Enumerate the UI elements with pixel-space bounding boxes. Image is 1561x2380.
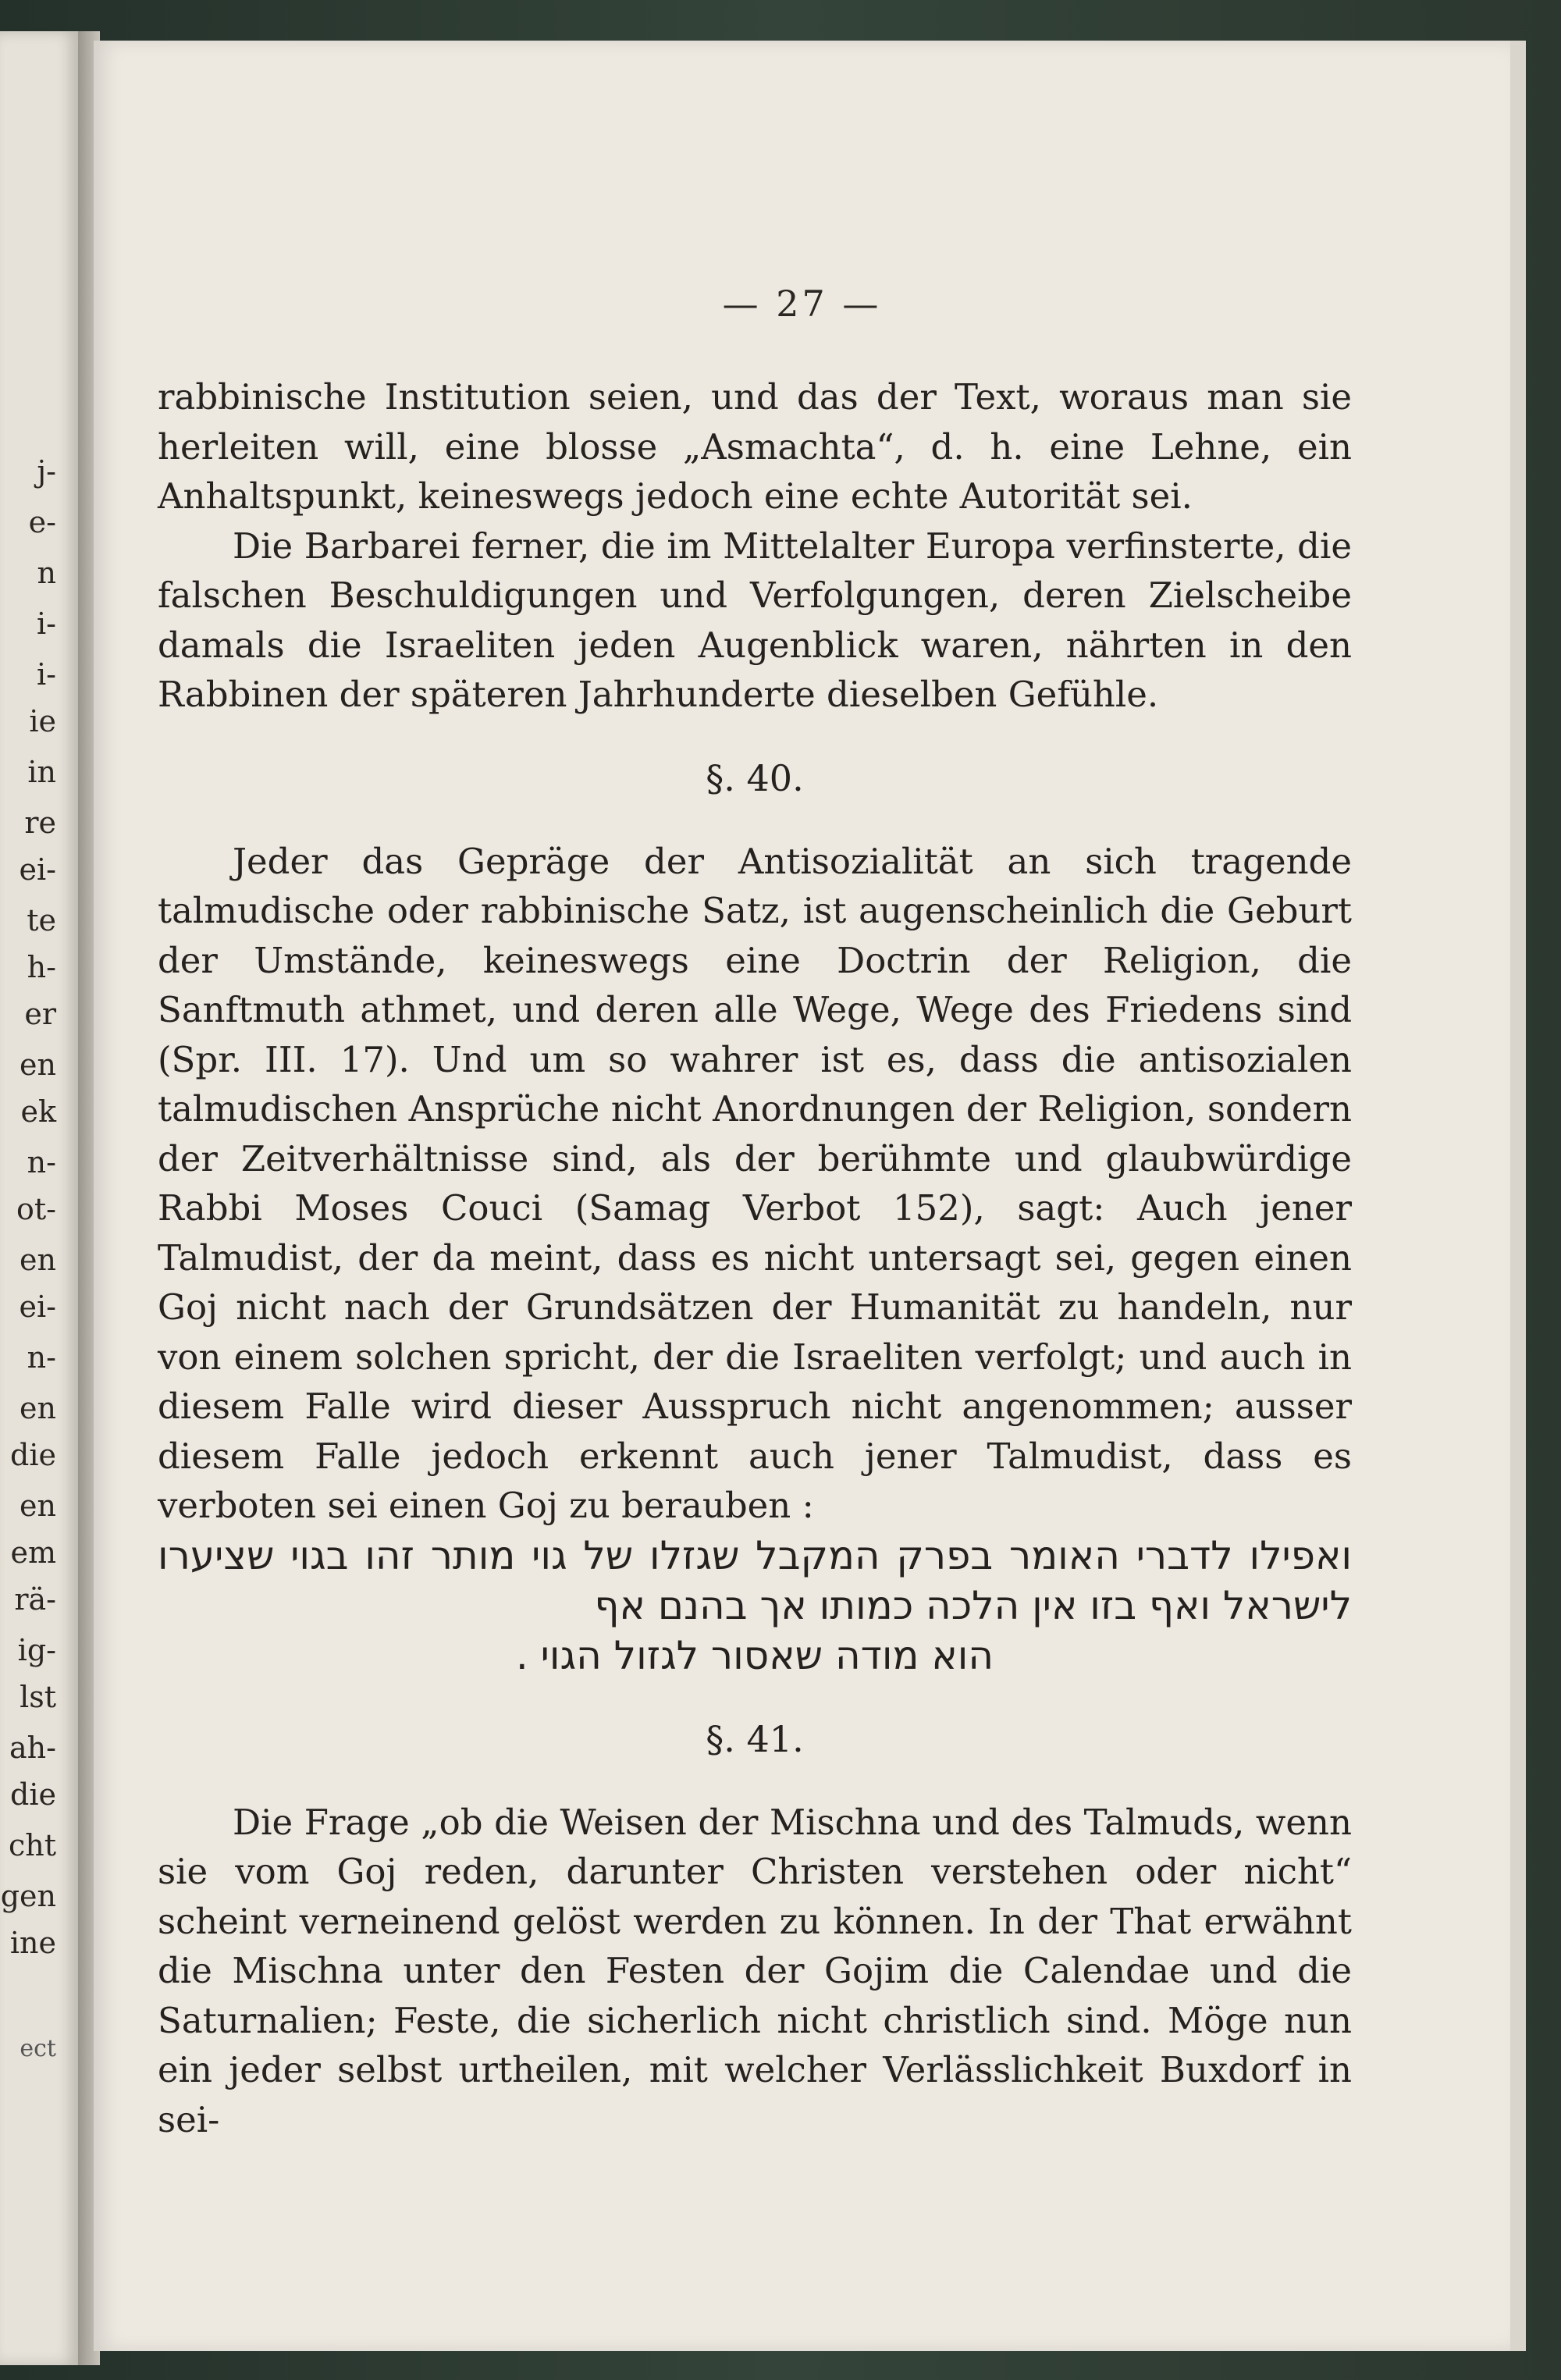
paragraph: Jeder das Gepräge der Antisozialität an sich tragende talmudische oder rabbinische Satz, ist augenscheinlich die Geburt der Umstände, keineswegs eine Doctrin der Religion, die Sanftmuth athmet, und deren alle Wege, Wege des Friedens sind (Spr. III. 17). Und um so wahrer ist es, dass die antisozialen talmudischen Ansprüche nicht Anordnungen der Religion, sondern der Zeitverhältnisse sind, als der berühmte und glaubwürdige Rabbi Moses Couci (Samag Verbot 152), sagt: Auch jener Talmudist, der da meint, dass es nicht untersagt sei, gegen einen Goj nicht nach der Grundsätzen der Humanität zu handeln, nur von einem solchen spricht, der die Israeliten verfolgt; und auch in diesem Falle wird dieser Ausspruch nicht angenommen; ausser diesem Falle jedoch erkennt auch jener Talmudist, dass es verboten sei einen Goj zu berauben : [158, 840, 1352, 1526]
left-page-fragment: re [24, 806, 56, 840]
left-page-fragment: ot- [16, 1192, 56, 1226]
left-page-fragment: h- [27, 950, 56, 984]
left-page-fragment: lst [20, 1680, 56, 1714]
left-page-fragment: die [10, 1438, 56, 1472]
left-page [0, 31, 78, 2365]
left-page-fragment: ine [9, 1926, 56, 1960]
section-heading: §. 40. [706, 756, 804, 799]
left-page-fragment: en [20, 1048, 56, 1082]
hebrew-quote-end: הוא מודה שאסור לגזול הגוי . [515, 1632, 994, 1678]
left-page-fragment: i- [37, 607, 56, 641]
paragraph: Die Frage „ob die Weisen der Mischna und des Talmuds, wenn sie vom Goj reden, darunter Christen verstehen oder nicht“ scheint verneinend gelöst werden zu können. In der That erwähnt die Mischna unter den Festen der Gojim die Calendae und die Saturnalien; Feste, die sicherlich nicht christlich sind. Möge nun ein jeder selbst urtheilen, mit welcher Verlässlichkeit Buxdorf in sei- [158, 1801, 1352, 2140]
left-page-fragment: n- [27, 1145, 56, 1179]
left-page-fragment: j- [37, 454, 56, 489]
hebrew-quote: ואפילו לדברי האומר בפרק המקבל שגזלו של גוי מותר זהו בגוי שציערו לישראל ואף בזו אין הלכה כמותו אך בהנם אף [158, 1532, 1352, 1628]
left-page-fragment: rä- [14, 1582, 56, 1617]
book-page [94, 41, 1510, 2351]
left-page-fragment: en [20, 1489, 56, 1523]
left-page-fragment: in [27, 755, 56, 789]
left-page-fragment: en [20, 1243, 56, 1277]
paragraph: Die Barbarei ferner, die im Mittelalter Europa verfinsterte, die falschen Beschuldigungen und Verfolgungen, deren Zielscheibe damals die Israeliten jeden Augenblick waren, nährten in den Rabbinen der späteren Jahrhunderte dieselben Gefühle. [158, 525, 1352, 715]
left-page-fragment: er [24, 997, 56, 1031]
left-page-fragment: gen [0, 1879, 56, 1913]
left-page-fragment: i- [37, 657, 56, 692]
left-page-fragment: ie [29, 704, 56, 738]
left-page-fragment: ah- [9, 1731, 56, 1765]
page-body [158, 372, 1352, 2144]
left-page-fragment: n [37, 556, 56, 590]
left-page-fragment: n- [27, 1340, 56, 1375]
section-heading: §. 41. [706, 1717, 804, 1760]
left-page-fragment: en [20, 1391, 56, 1425]
left-page-fragment: te [27, 903, 56, 937]
left-page-fragment: ei- [19, 1290, 56, 1324]
left-page-fragment: ek [20, 1094, 56, 1129]
page-number: — 27 — [722, 283, 882, 325]
left-page-fragment: die [10, 1777, 56, 1812]
left-page-fragment: ei- [19, 852, 56, 887]
page-edge [1510, 41, 1526, 2351]
left-page-fragment: ect [20, 2035, 56, 2062]
paragraph: rabbinische Institution seien, und das der Text, woraus man sie herleiten will, eine blosse „Asmachta“, d. h. eine Lehne, ein Anhaltspunkt, keineswegs jedoch eine echte Autorität sei. [158, 376, 1352, 517]
left-page-fragment: cht [8, 1828, 56, 1862]
left-page-fragment: e- [28, 505, 56, 539]
left-page-fragment: ig- [17, 1633, 56, 1667]
left-page-fragment: em [10, 1535, 56, 1570]
